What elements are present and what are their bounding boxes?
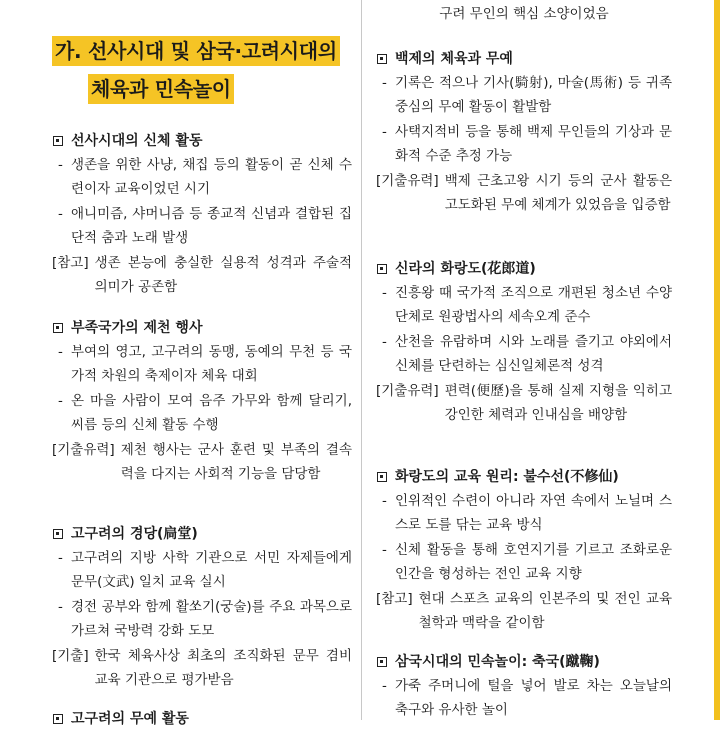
section-prehistoric bbox=[52, 130, 352, 299]
section-title: 삼국시대의 민속놀이: 축국(蹴鞠) bbox=[395, 654, 600, 670]
list-item: - 경전 공부와 함께 활쏘기(궁술)를 주요 과목으로 가르쳐 국방력 강화 도모 bbox=[58, 599, 352, 639]
list-item: - 인위적인 수련이 아니라 자연 속에서 노닐며 스스로 도를 닦는 교육 방식 bbox=[382, 493, 672, 533]
section-title: 신라의 화랑도(花郎道) bbox=[395, 261, 536, 277]
section-tribal-festivals bbox=[52, 317, 352, 486]
continued-text: 구려 무인의 핵심 소양이었음 bbox=[439, 6, 609, 22]
section-title: 부족국가의 제천 행사 bbox=[71, 320, 203, 336]
square-bullet-icon bbox=[53, 136, 63, 146]
note: [기출유력] 제천 행사는 군사 훈련 및 부족의 결속력을 다지는 사회적 기능을 담당함 bbox=[52, 438, 352, 486]
chapter-heading-line1: 가. 선사시대 및 삼국·고려시대의 bbox=[52, 36, 340, 66]
square-bullet-icon bbox=[377, 657, 387, 667]
section-title: 백제의 체육과 무예 bbox=[395, 51, 513, 67]
list-item: - 가죽 주머니에 털을 넣어 발로 차는 오늘날의 축구와 유사한 놀이 bbox=[382, 678, 672, 718]
square-bullet-icon bbox=[53, 529, 63, 539]
yellow-edge-bar bbox=[714, 0, 720, 720]
note: [기출유력] 편력(便歷)을 통해 실제 지형을 익히고 강인한 체력과 인내심을 배양함 bbox=[376, 379, 672, 427]
note: [기출] 한국 체육사상 최초의 조직화된 문무 겸비 교육 기관으로 평가받음 bbox=[52, 644, 352, 692]
chapter-heading bbox=[52, 36, 362, 104]
list-item: - 기록은 적으나 기사(騎射), 마술(馬術) 등 귀족 중심의 무예 활동이 활발함 bbox=[382, 75, 672, 115]
note-tag: [기출유력] bbox=[52, 442, 115, 458]
column-divider bbox=[361, 0, 362, 720]
note-tag: [기출] bbox=[52, 648, 89, 664]
section-title: 고구려의 무예 활동 bbox=[71, 711, 189, 727]
square-bullet-icon bbox=[377, 472, 387, 482]
square-bullet-icon bbox=[53, 323, 63, 333]
section-goguryeo-martial bbox=[52, 708, 352, 730]
list-item: - 애니미즘, 샤머니즘 등 종교적 신념과 결합된 집단적 춤과 노래 발생 bbox=[58, 206, 352, 246]
chapter-heading-line2: 체육과 민속놀이 bbox=[88, 74, 234, 104]
note-tag: [기출유력] bbox=[376, 173, 439, 189]
section-hwarang-principle bbox=[376, 466, 672, 635]
section-baekje bbox=[376, 48, 672, 217]
square-bullet-icon bbox=[53, 714, 63, 724]
list-item: - 부여의 영고, 고구려의 동맹, 동예의 무천 등 국가적 차원의 축제이자 체육 대회 bbox=[58, 344, 352, 384]
list-item: - 산천을 유람하며 시와 노래를 즐기고 야외에서 신체를 단련하는 심신일체론적 성격 bbox=[382, 334, 672, 374]
note-tag: [기출유력] bbox=[376, 383, 439, 399]
square-bullet-icon bbox=[377, 54, 387, 64]
section-goguryeo-gyeongdang bbox=[52, 523, 352, 692]
note: [참고] 생존 본능에 충실한 실용적 성격과 주술적 의미가 공존함 bbox=[52, 251, 352, 299]
section-silla-hwarang bbox=[376, 258, 672, 427]
section-chukguk bbox=[376, 651, 672, 722]
note-tag: [참고] bbox=[376, 591, 413, 607]
square-bullet-icon bbox=[377, 264, 387, 274]
list-item: - 신체 활동을 통해 호연지기를 기르고 조화로운 인간을 형성하는 전인 교육 지향 bbox=[382, 542, 672, 582]
section-title: 고구려의 경당(扃堂) bbox=[71, 526, 198, 542]
list-item: - 온 마을 사람이 모여 음주 가무와 함께 달리기, 씨름 등의 신체 활동 수행 bbox=[58, 393, 352, 433]
note: [기출유력] 백제 근초고왕 시기 등의 군사 활동은 고도화된 무예 체계가 있었음을 입증함 bbox=[376, 169, 672, 217]
note-tag: [참고] bbox=[52, 255, 89, 271]
section-title: 화랑도의 교육 원리: 불수선(不修仙) bbox=[395, 469, 619, 485]
list-item: - 생존을 위한 사냥, 채집 등의 활동이 곧 신체 수련이자 교육이었던 시기 bbox=[58, 157, 352, 197]
list-item: - 고구려의 지방 사학 기관으로 서민 자제들에게 문무(文武) 일치 교육 실시 bbox=[58, 550, 352, 590]
list-item: - 사택지적비 등을 통해 백제 무인들의 기상과 문화적 수준 추정 가능 bbox=[382, 124, 672, 164]
list-item: - 진흥왕 때 국가적 조직으로 개편된 청소년 수양 단체로 원광법사의 세속오계 준수 bbox=[382, 285, 672, 325]
section-title: 선사시대의 신체 활동 bbox=[71, 133, 203, 149]
note: [참고] 현대 스포츠 교육의 인본주의 및 전인 교육 철학과 맥락을 같이함 bbox=[376, 587, 672, 635]
